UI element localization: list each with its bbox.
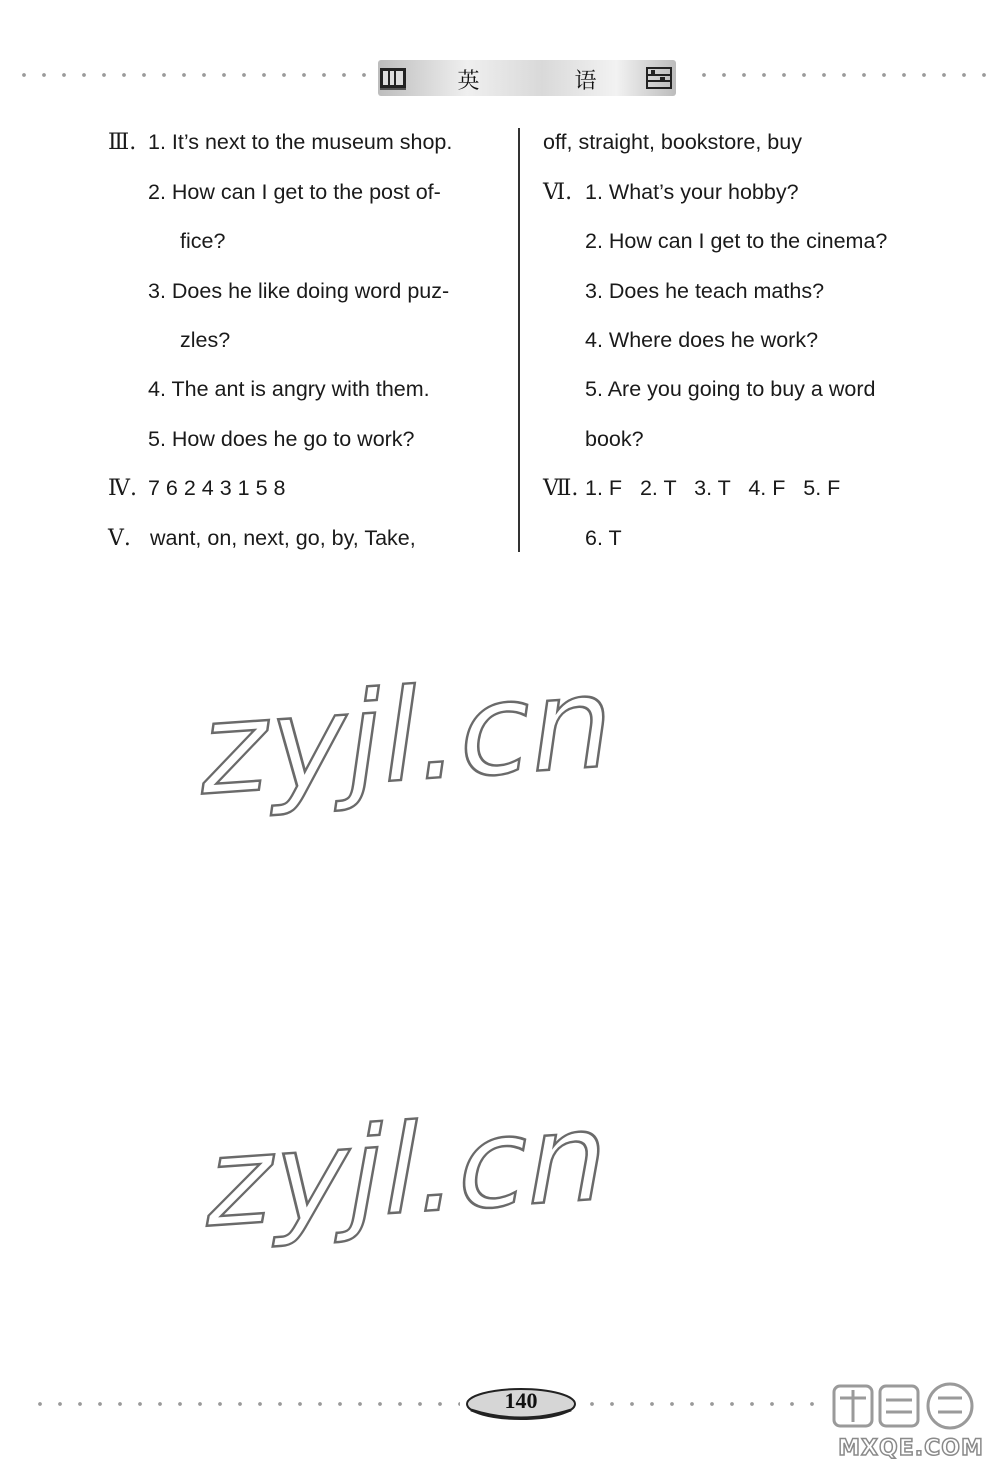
section-label: Ⅲ. [108, 130, 137, 155]
answer-line [585, 375, 875, 403]
answer-line [180, 326, 230, 354]
footer-dots-right [582, 1401, 822, 1407]
answer-line [585, 425, 644, 453]
answer-text: 1. It’s next to the museum shop. [148, 130, 453, 154]
answer-line [585, 277, 824, 305]
header-dots-right [694, 72, 994, 78]
answer-line [148, 277, 449, 305]
watermark: zyjl.cn [196, 1084, 622, 1256]
answer-text: 5. Are you going to buy a word [585, 377, 876, 401]
answer-line [108, 524, 416, 553]
section-label: Ⅴ. [108, 526, 131, 551]
answer-text: 3. Does he teach maths? [585, 279, 825, 303]
answer-text: 6. T [585, 526, 622, 550]
section-label: Ⅶ. [543, 476, 579, 501]
answer-text: 4. The ant is angry with them. [148, 377, 430, 401]
answer-line [108, 474, 285, 503]
answer-line [148, 425, 415, 453]
answer-text: 2. How can I get to the cinema? [585, 229, 888, 253]
header-band [378, 60, 676, 96]
answer-line [148, 178, 441, 206]
answer-line [585, 524, 622, 552]
answer-line [108, 128, 452, 157]
header-subject: 英 语 [457, 69, 641, 94]
answer-text: off, straight, bookstore, buy [543, 130, 802, 154]
answer-text: 1. What’s your hobby? [585, 180, 799, 204]
answer-line [543, 178, 799, 207]
answer-text: 1. F 2. T 3. T 4. F 5. F [585, 476, 841, 500]
section-label: Ⅵ. [543, 180, 573, 205]
answer-line [543, 474, 840, 503]
answer-text: want, on, next, go, by, Take, [150, 526, 416, 550]
answer-text: book? [585, 427, 644, 451]
header-dots-left [14, 72, 372, 78]
book-icon [378, 62, 408, 92]
column-divider [518, 128, 520, 552]
answer-text: 7 6 2 4 3 1 5 8 [148, 476, 286, 500]
answer-line [180, 227, 225, 255]
answer-line [585, 326, 818, 354]
page-number: 140 [504, 1388, 538, 1413]
section-label: Ⅳ. [108, 476, 137, 501]
answer-text: 4. Where does he work? [585, 328, 819, 352]
answer-text: 3. Does he like doing word puz- [148, 279, 450, 303]
footer-dots-left [30, 1401, 460, 1407]
answer-line [543, 128, 802, 156]
watermark: zyjl.cn [192, 648, 625, 825]
corner-logo-text: MXQE.COM [838, 1436, 984, 1461]
answer-text: fice? [180, 229, 226, 253]
answer-text: 5. How does he go to work? [148, 427, 415, 451]
answer-line [585, 227, 887, 255]
answer-line [148, 375, 430, 403]
answer-text: zles? [180, 328, 231, 352]
answer-text: 2. How can I get to the post of- [148, 180, 441, 204]
shelf-icon [646, 66, 672, 90]
